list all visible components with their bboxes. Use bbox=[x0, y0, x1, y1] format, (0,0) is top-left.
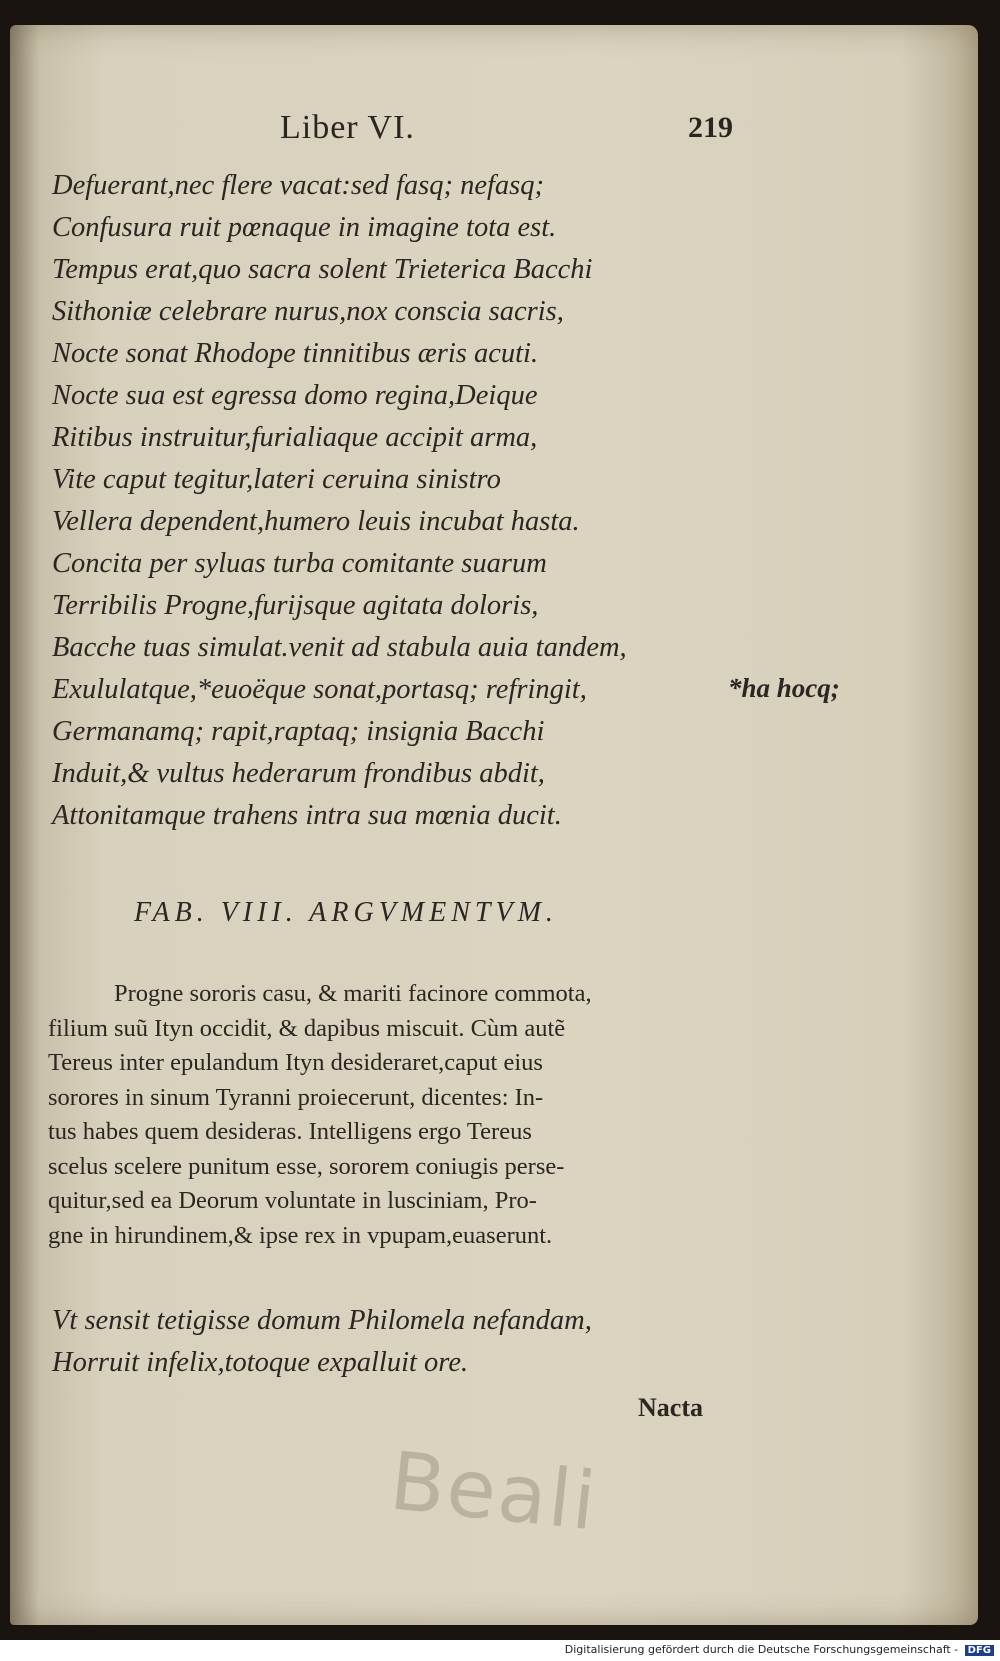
argument-line: Progne sororis casu, & mariti facinore commota, bbox=[114, 980, 592, 1007]
verse-line: Vt sensit tetigisse domum Philomela nefandam, bbox=[52, 1305, 592, 1336]
verse-line: Defuerant,nec flere vacat:sed fasq; nefasq; bbox=[52, 170, 545, 201]
catchword: Nacta bbox=[638, 1393, 703, 1422]
verse-line: Terribilis Progne,furijsque agitata doloris, bbox=[52, 590, 539, 621]
verse-line: Exululatque,*euoëque sonat,portasq; refringit, bbox=[52, 674, 587, 705]
book-page bbox=[10, 25, 978, 1625]
page-number: 219 bbox=[688, 111, 733, 144]
verse-line: Ritibus instruitur,furialiaque accipit arma, bbox=[52, 422, 538, 453]
verse-line: Vellera dependent,humero leuis incubat hasta. bbox=[52, 506, 580, 537]
verse-line: Nocte sua est egressa domo regina,Deique bbox=[52, 380, 538, 411]
verse-line: Horruit infelix,totoque expalluit ore. bbox=[52, 1347, 469, 1378]
digitization-credit bbox=[565, 1643, 994, 1656]
argument-line: Tereus inter epulandum Ityn desideraret,caput eius bbox=[48, 1049, 543, 1076]
credit-text: Digitalisierung gefördert durch die Deutsche Forschungsgemeinschaft - bbox=[564, 1643, 959, 1656]
page-header bbox=[10, 109, 978, 159]
argument-paragraph bbox=[48, 977, 718, 1253]
argument-line: sorores in sinum Tyranni proiecerunt, dicentes: In- bbox=[48, 1083, 544, 1111]
verse-line: Induit,& vultus hederarum frondibus abdit, bbox=[52, 758, 545, 789]
argument-line: quitur,sed ea Deorum voluntate in lusciniam, Pro- bbox=[48, 1187, 537, 1214]
verse-line: Nocte sonat Rhodope tinnitibus æris acuti. bbox=[52, 338, 539, 369]
verse-line: Tempus erat,quo sacra solent Trieterica Bacchi bbox=[52, 254, 593, 285]
dfg-logo[interactable]: DFG bbox=[965, 1645, 994, 1656]
verse-line: Vite caput tegitur,lateri ceruina sinistro bbox=[52, 464, 501, 495]
verse-line: Germanamq; rapit,raptaq; insignia Bacchi bbox=[52, 716, 545, 747]
argument-line: filium suũ Ityn occidit, & dapibus miscuit. Cùm autẽ bbox=[48, 1014, 566, 1042]
verse-block bbox=[52, 1300, 592, 1384]
verse-line: Attonitamque trahens intra sua mœnia ducit. bbox=[52, 800, 562, 831]
marginal-note: *ha hocq; bbox=[728, 673, 840, 703]
argument-line: gne in hirundinem,& ipse rex in vpupam,euaserunt. bbox=[48, 1221, 553, 1249]
section-heading: FAB. VIII. ARGVMENTVM. bbox=[134, 897, 558, 928]
pencil-annotation: Beali bbox=[385, 1434, 602, 1549]
verse-line: Sithoniæ celebrare nurus,nox conscia sacris, bbox=[52, 296, 564, 327]
verse-block bbox=[52, 165, 627, 837]
argument-line: tus habes quem desideras. Intelligens ergo Tereus bbox=[48, 1118, 532, 1145]
running-title: Liber VI. bbox=[280, 109, 415, 146]
argument-line: scelus scelere punitum esse, sororem coniugis perse- bbox=[48, 1152, 565, 1180]
verse-line: Concita per syluas turba comitante suarum bbox=[52, 548, 547, 579]
verse-line: Confusura ruit pœnaque in imagine tota est. bbox=[52, 212, 557, 243]
verse-line: Bacche tuas simulat.venit ad stabula auia tandem, bbox=[52, 632, 627, 663]
